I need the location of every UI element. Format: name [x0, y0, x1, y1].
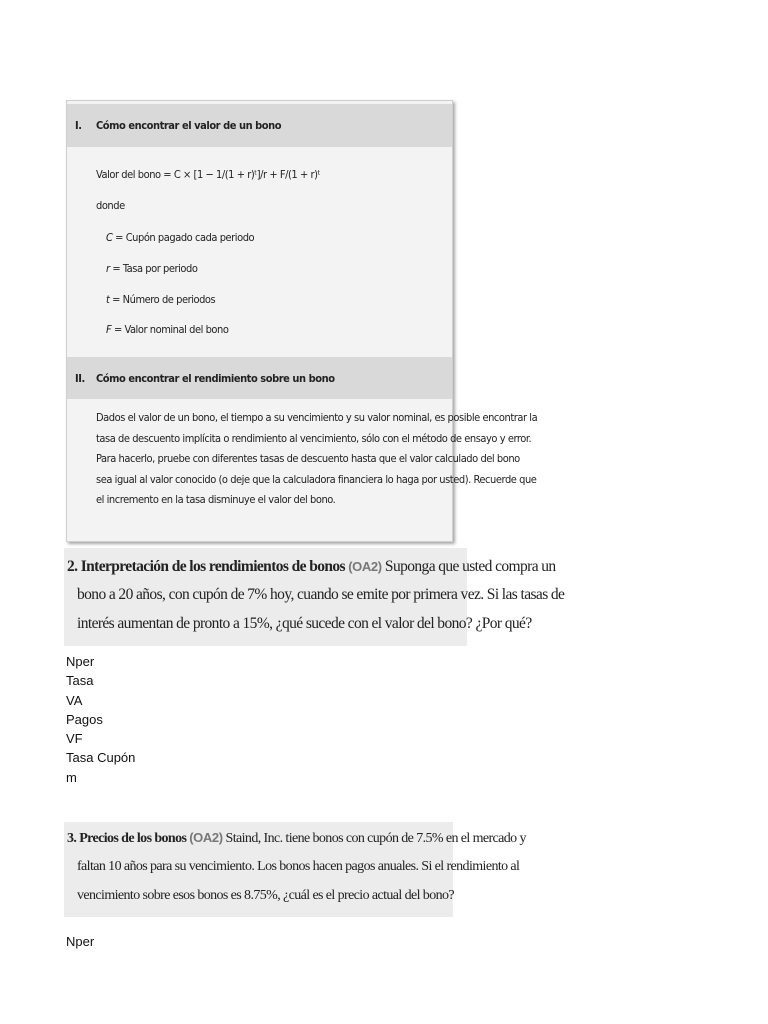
paragraph-line: sea igual al valor conocido (o deje que la calculadora financiera lo haga por usted). Recuerde que: [96, 472, 537, 486]
bond-summary-box: [66, 100, 538, 542]
section-1-title: Cómo encontrar el valor de un bono: [96, 119, 282, 132]
problem-3-line-3: vencimiento sobre esos bonos es 8.75%, ¿cuál es el precio actual del bono?: [77, 888, 455, 903]
paragraph-line: Dados el valor de un bono, el tiempo a su vencimiento y su valor nominal, es posible encontrar la: [96, 411, 538, 424]
variable-labels: [66, 652, 135, 787]
problem-3-text-1: Staind, Inc. tiene bonos con cupón de 7.5% en el mercado y: [225, 831, 526, 846]
definition-c: C = Cupón pagado cada periodo: [106, 231, 255, 244]
problem-2-oa: (OA2): [348, 559, 382, 574]
donde-label: donde: [96, 199, 125, 212]
label-va: VA: [66, 692, 83, 708]
label-nper-2: Nper: [66, 934, 95, 949]
paragraph-line: tasa de descuento implícita o rendimiento al vencimiento, sólo con el método de ensayo y error.: [96, 431, 532, 445]
section-2-number: II.: [75, 371, 85, 385]
section-1-header: [67, 104, 452, 147]
problem-3-oa: (OA2): [189, 830, 223, 845]
problem-3-box: [64, 822, 526, 917]
definition-f: F = Valor nominal del bono: [106, 323, 229, 336]
problem-2-line-3: interés aumentan de pronto a 15%, ¿qué sucede con el valor del bono? ¿Por qué?: [77, 615, 532, 632]
label-pagos: Pagos: [66, 711, 103, 727]
problem-3-line-2: faltan 10 años para su vencimiento. Los bonos hacen pagos anuales. Si el rendimiento al: [77, 859, 520, 874]
problem-2-box: [64, 548, 565, 646]
yield-paragraph: [96, 408, 538, 511]
label-m: m: [66, 769, 77, 785]
section-2-title: Cómo encontrar el rendimiento sobre un bono: [96, 371, 335, 385]
paragraph-line: el incremento en la tasa disminuye el valor del bono.: [96, 493, 336, 506]
problem-2-line-2: bono a 20 años, con cupón de 7% hoy, cuando se emite por primera vez. Si las tasas de: [77, 586, 565, 603]
label-tasa-cupon: Tasa Cupón: [66, 750, 136, 766]
problem-2-text-1: Suponga que usted compra un: [384, 558, 556, 575]
definition-t: t = Número de periodos: [106, 293, 216, 306]
problem-2-heading: 2. Interpretación de los rendimientos de bonos: [67, 558, 345, 575]
problem-2-line-1: [67, 558, 556, 576]
section-2-header: [67, 357, 452, 399]
section-1-number: I.: [75, 119, 82, 132]
label-tasa: Tasa: [66, 673, 94, 689]
problem-3-heading: 3. Precios de los bonos: [67, 831, 187, 846]
label-nper: Nper: [66, 654, 95, 669]
label-vf: VF: [66, 731, 83, 747]
paragraph-line: Para hacerlo, pruebe con diferentes tasas de descuento hasta que el valor calculado del bono: [96, 452, 520, 465]
problem-3-line-1: [67, 830, 526, 847]
definition-r: r = Tasa por periodo: [106, 262, 198, 275]
bond-value-formula: Valor del bono = C × [1 − 1/(1 + r)ᵗ]/r + F/(1 + r)ᵗ: [96, 168, 320, 181]
